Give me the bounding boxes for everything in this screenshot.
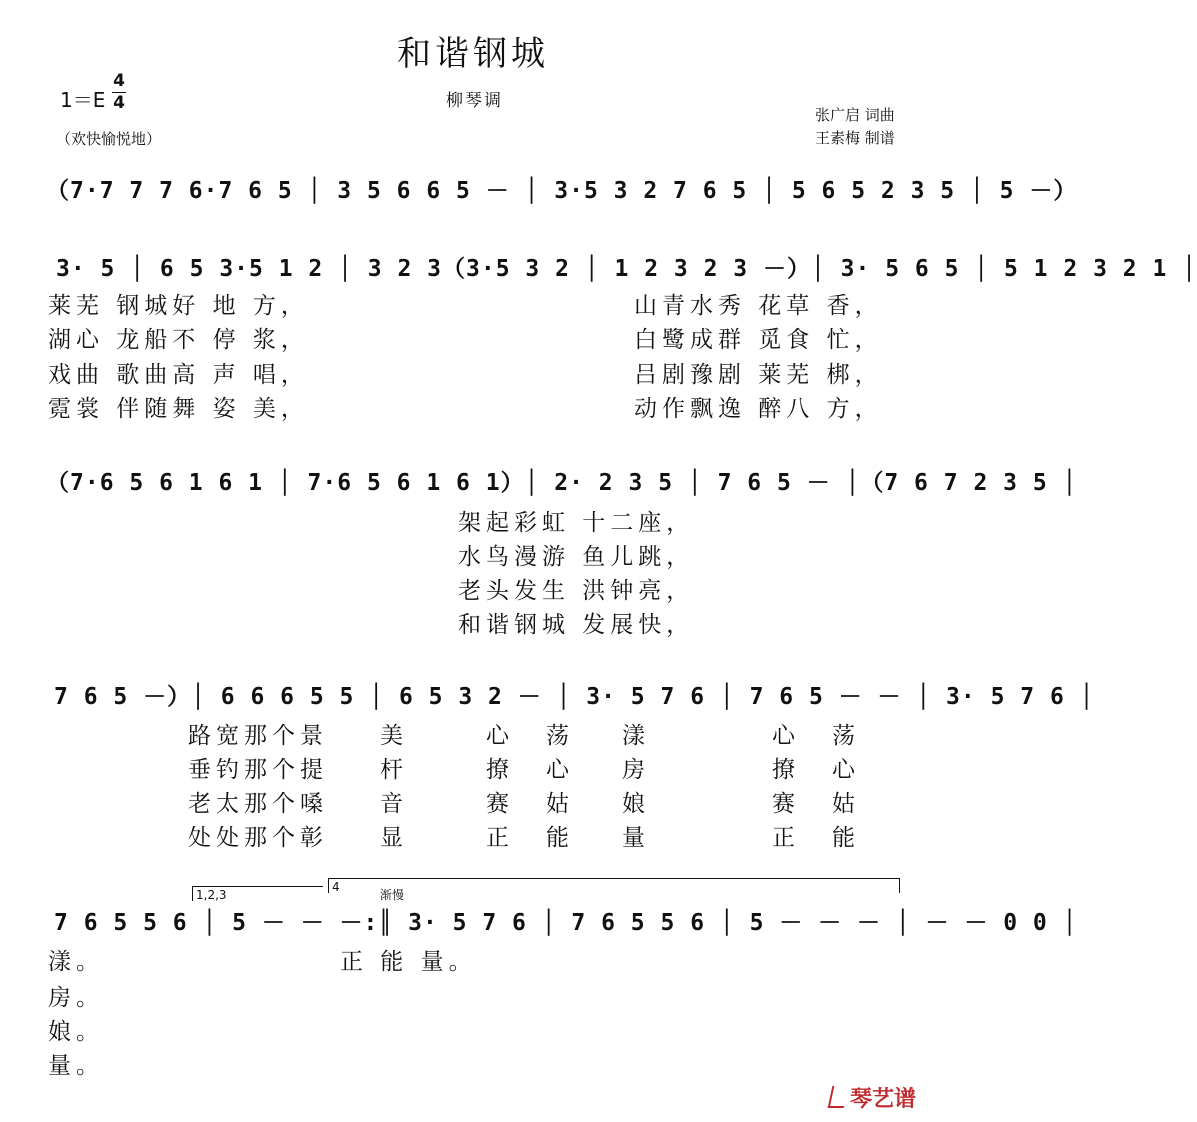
lyric-word: 显 [380,825,408,851]
lyric-word: 路宽那个景 [188,723,328,749]
time-signature-top: 4 [113,71,125,91]
tempo-marking: （欢快愉悦地） [56,130,162,148]
lyric-word: 心 [832,757,860,783]
lyric-row-2-left-4: 霓裳 伴随舞 姿 美， [48,396,309,422]
notation-row-4: 7 6 5 －）│ 6 6 6 5 5 │ 6 5 3 2 － │ 3· 5 7 6 │ 7 6 5 － － │ 3· 5 7 6 │ [54,684,1095,710]
lyric-row-3-1: 架起彩虹 十二座， [458,510,695,536]
lyric-row-5-first-1: 漾。 [48,949,104,975]
lyric-row-2-right-4: 动作飘逸 醉八 方， [634,396,883,422]
lyric-row-2-left-2: 湖心 龙船不 停 浆， [48,327,309,353]
lyric-word: 心 [486,723,514,749]
lyric-row-5-ending: 正 能 量。 [340,949,477,975]
lyric-word: 姑 [832,791,860,817]
time-signature [112,71,126,114]
lyric-word: 撩 [772,757,800,783]
lyric-row-5-first-2: 房。 [48,985,104,1011]
lyric-word: 心 [772,723,800,749]
credit-lyrics-music: 张广启 词曲 [815,106,895,124]
lyric-row-2-left-1: 莱芜 钢城好 地 方， [48,293,309,319]
lyric-word: 杆 [380,757,408,783]
lyric-row-5-first-4: 量。 [48,1053,104,1079]
lyric-word: 老太那个嗓 [188,791,328,817]
lyric-row-2-right-2: 白鹭成群 觅食 忙， [634,327,883,353]
lyric-word: 美 [380,723,408,749]
notation-row-2: 3· 5 │ 6 5 3·5 1 2 │ 3 2 3（3·5 3 2 │ 1 2 3 2 3 －）│ 3· 5 6 5 │ 5 1 2 3 2 1 │ [56,256,1197,282]
lyric-word: 赛 [772,791,800,817]
lyric-row-3-2: 水鸟漫游 鱼儿跳， [458,544,695,570]
site-logo [830,1082,916,1113]
song-title: 和谐钢城 [397,34,549,74]
logo-text: 琴艺谱 [850,1087,917,1112]
lyric-row-2-left-3: 戏曲 歌曲高 声 唱， [48,362,309,388]
lyric-row-2-right-1: 山青水秀 花草 香， [634,293,883,319]
lyric-word: 娘 [622,791,650,817]
credit-score: 王素梅 制谱 [815,129,895,147]
lyric-word: 撩 [486,757,514,783]
lyric-word: 荡 [832,723,860,749]
lyric-word: 房 [622,757,650,783]
lyric-word: 姑 [546,791,574,817]
notation-row-3: （7·6 5 6 1 6 1 │ 7·6 5 6 1 6 1）│ 2· 2 3 5 │ 7 6 5 － │（7 6 7 2 3 5 │ [46,470,1078,496]
volta-bracket-second [328,878,900,893]
lyric-row-2-right-3: 吕剧豫剧 莱芜 梆， [634,362,883,388]
lyric-word: 能 [546,825,574,851]
lyric-word: 赛 [486,791,514,817]
lyric-word: 量 [622,825,650,851]
lyric-row-5-first-3: 娘。 [48,1019,104,1045]
notation-row-5: 7 6 5 5 6 │ 5 － － －:║ 3· 5 7 6 │ 7 6 5 5 6 │ 5 － － － │ － － 0 0 │ [54,910,1078,936]
lyric-word: 漾 [622,723,650,749]
lyric-word: 能 [832,825,860,851]
volta-label-second: 4 [332,880,340,894]
notation-row-1: （7·7 7 7 6·7 6 5 │ 3 5 6 6 5 － │ 3·5 3 2 7 6 5 │ 5 6 5 2 3 5 │ 5 －） [46,178,1078,204]
lyric-row-3-3: 老头发生 洪钟亮， [458,578,695,604]
lyric-word: 处处那个彰 [188,825,328,851]
lyric-word: 心 [546,757,574,783]
time-signature-bottom: 4 [113,93,125,113]
logo-icon [828,1086,849,1108]
lyric-word: 正 [486,825,514,851]
music-style: 柳琴调 [446,91,503,111]
lyric-word: 垂钓那个提 [188,757,328,783]
lyric-word: 正 [772,825,800,851]
volta-label-first: 1,2,3 [196,888,227,902]
lyric-word: 音 [380,791,408,817]
lyric-row-3-4: 和谐钢城 发展快， [458,612,695,638]
key-signature: 1＝E [60,88,106,112]
lyric-word: 荡 [546,723,574,749]
ritardando-marking: 渐慢 [380,888,405,902]
